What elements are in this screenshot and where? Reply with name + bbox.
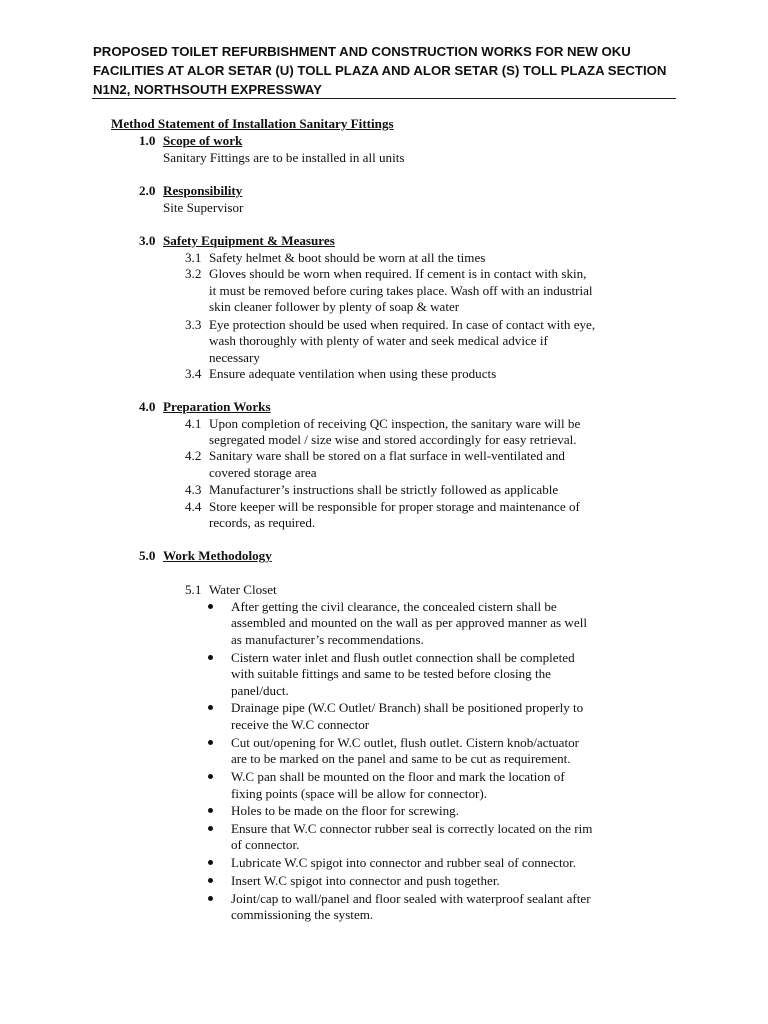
bullet-text: Cistern water inlet and flush outlet connection shall be completed — [231, 650, 575, 665]
bullet-text: assembled and mounted on the wall as per approved manner as well — [231, 615, 587, 630]
section-2-number: 2.0 — [139, 183, 156, 198]
item-number: 3.4 — [185, 366, 202, 381]
item-text: Upon completion of receiving QC inspection, the sanitary ware will be — [209, 416, 581, 431]
bullet-text: fixing points (space will be allow for connector). — [231, 786, 487, 801]
bullet-text: receive the W.C connector — [231, 717, 370, 732]
item-text: Store keeper will be responsible for proper storage and maintenance of — [209, 499, 580, 514]
section-4-number: 4.0 — [139, 399, 156, 414]
document-header — [93, 42, 683, 99]
item-text: Gloves should be worn when required. If cement is in contact with skin, — [209, 266, 587, 281]
bullet-text: After getting the civil clearance, the concealed cistern shall be — [231, 599, 557, 614]
bullet-text: Lubricate W.C spigot into connector and rubber seal of connector. — [231, 855, 577, 870]
subsection-number: 5.1 — [185, 582, 202, 597]
bullet-icon — [208, 878, 213, 883]
bullet-text: Ensure that W.C connector rubber seal is correctly located on the rim — [231, 821, 593, 836]
section-3-heading: Safety Equipment & Measures — [163, 233, 335, 248]
bullet-text: W.C pan shall be mounted on the floor and mark the location of — [231, 769, 565, 784]
item-number: 3.1 — [185, 250, 202, 265]
bullet-icon — [208, 808, 213, 813]
bullet-text: as manufacturer’s recommendations. — [231, 632, 424, 647]
item-text: segregated model / size wise and stored accordingly for easy retrieval. — [209, 432, 577, 447]
section-3-number: 3.0 — [139, 233, 156, 248]
item-number: 4.2 — [185, 448, 202, 463]
item-text: records, as required. — [209, 515, 316, 530]
header-line-3: N1N2, NORTHSOUTH EXPRESSWAY — [93, 82, 322, 97]
item-text: wash thoroughly with plenty of water and seek medical advice if — [209, 333, 548, 348]
document-title: Method Statement of Installation Sanitary Fittings — [111, 116, 394, 131]
item-text: Eye protection should be used when required. In case of contact with eye, — [209, 317, 596, 332]
section-1-heading: Scope of work — [163, 133, 243, 148]
section-2-heading: Responsibility — [163, 183, 243, 198]
item-number: 4.4 — [185, 499, 202, 514]
item-text: Ensure adequate ventilation when using these products — [209, 366, 497, 381]
bullet-icon — [208, 774, 213, 779]
bullet-text: Drainage pipe (W.C Outlet/ Branch) shall be positioned properly to — [231, 700, 584, 715]
header-line-2: FACILITIES AT ALOR SETAR (U) TOLL PLAZA AND ALOR SETAR (S) TOLL PLAZA SECTION — [93, 63, 667, 78]
section-1-number: 1.0 — [139, 133, 156, 148]
item-number: 3.3 — [185, 317, 202, 332]
item-text: Safety helmet & boot should be worn at all the times — [209, 250, 486, 265]
bullet-icon — [208, 740, 213, 745]
section-2-body: Site Supervisor — [163, 200, 244, 215]
bullet-text: are to be marked on the panel and same to be cut as requirement. — [231, 751, 571, 766]
item-number: 4.3 — [185, 482, 202, 497]
section-1-body: Sanitary Fittings are to be installed in all units — [163, 150, 405, 165]
item-text: skin cleaner follower by plenty of soap & water — [209, 299, 460, 314]
item-text: covered storage area — [209, 465, 317, 480]
bullet-icon — [208, 655, 213, 660]
bullet-icon — [208, 604, 213, 609]
bullet-icon — [208, 705, 213, 710]
item-text: Sanitary ware shall be stored on a flat surface in well-ventilated and — [209, 448, 565, 463]
item-text: necessary — [209, 350, 260, 365]
bullet-text: with suitable fittings and same to be tested before closing the — [231, 666, 551, 681]
bullet-icon — [208, 826, 213, 831]
bullet-icon — [208, 860, 213, 865]
header-divider — [92, 98, 676, 99]
bullet-icon — [208, 896, 213, 901]
header-line-1: PROPOSED TOILET REFURBISHMENT AND CONSTRUCTION WORKS FOR NEW OKU — [93, 44, 631, 59]
bullet-text: Cut out/opening for W.C outlet, flush outlet. Cistern knob/actuator — [231, 735, 580, 750]
bullet-text: Insert W.C spigot into connector and push together. — [231, 873, 500, 888]
section-4-heading: Preparation Works — [163, 399, 271, 414]
bullet-text: Joint/cap to wall/panel and floor sealed with waterproof sealant after — [231, 891, 591, 906]
subsection-heading: Water Closet — [209, 582, 277, 597]
item-number: 4.1 — [185, 416, 202, 431]
bullet-text: panel/duct. — [231, 683, 289, 698]
item-text: it must be removed before curing takes place. Wash off with an industrial — [209, 283, 593, 298]
bullet-text: Holes to be made on the floor for screwing. — [231, 803, 459, 818]
section-5-heading: Work Methodology — [163, 548, 272, 563]
section-5-number: 5.0 — [139, 548, 156, 563]
bullet-text: commissioning the system. — [231, 907, 374, 922]
item-text: Manufacturer’s instructions shall be strictly followed as applicable — [209, 482, 559, 497]
item-number: 3.2 — [185, 266, 202, 281]
bullet-text: of connector. — [231, 837, 300, 852]
